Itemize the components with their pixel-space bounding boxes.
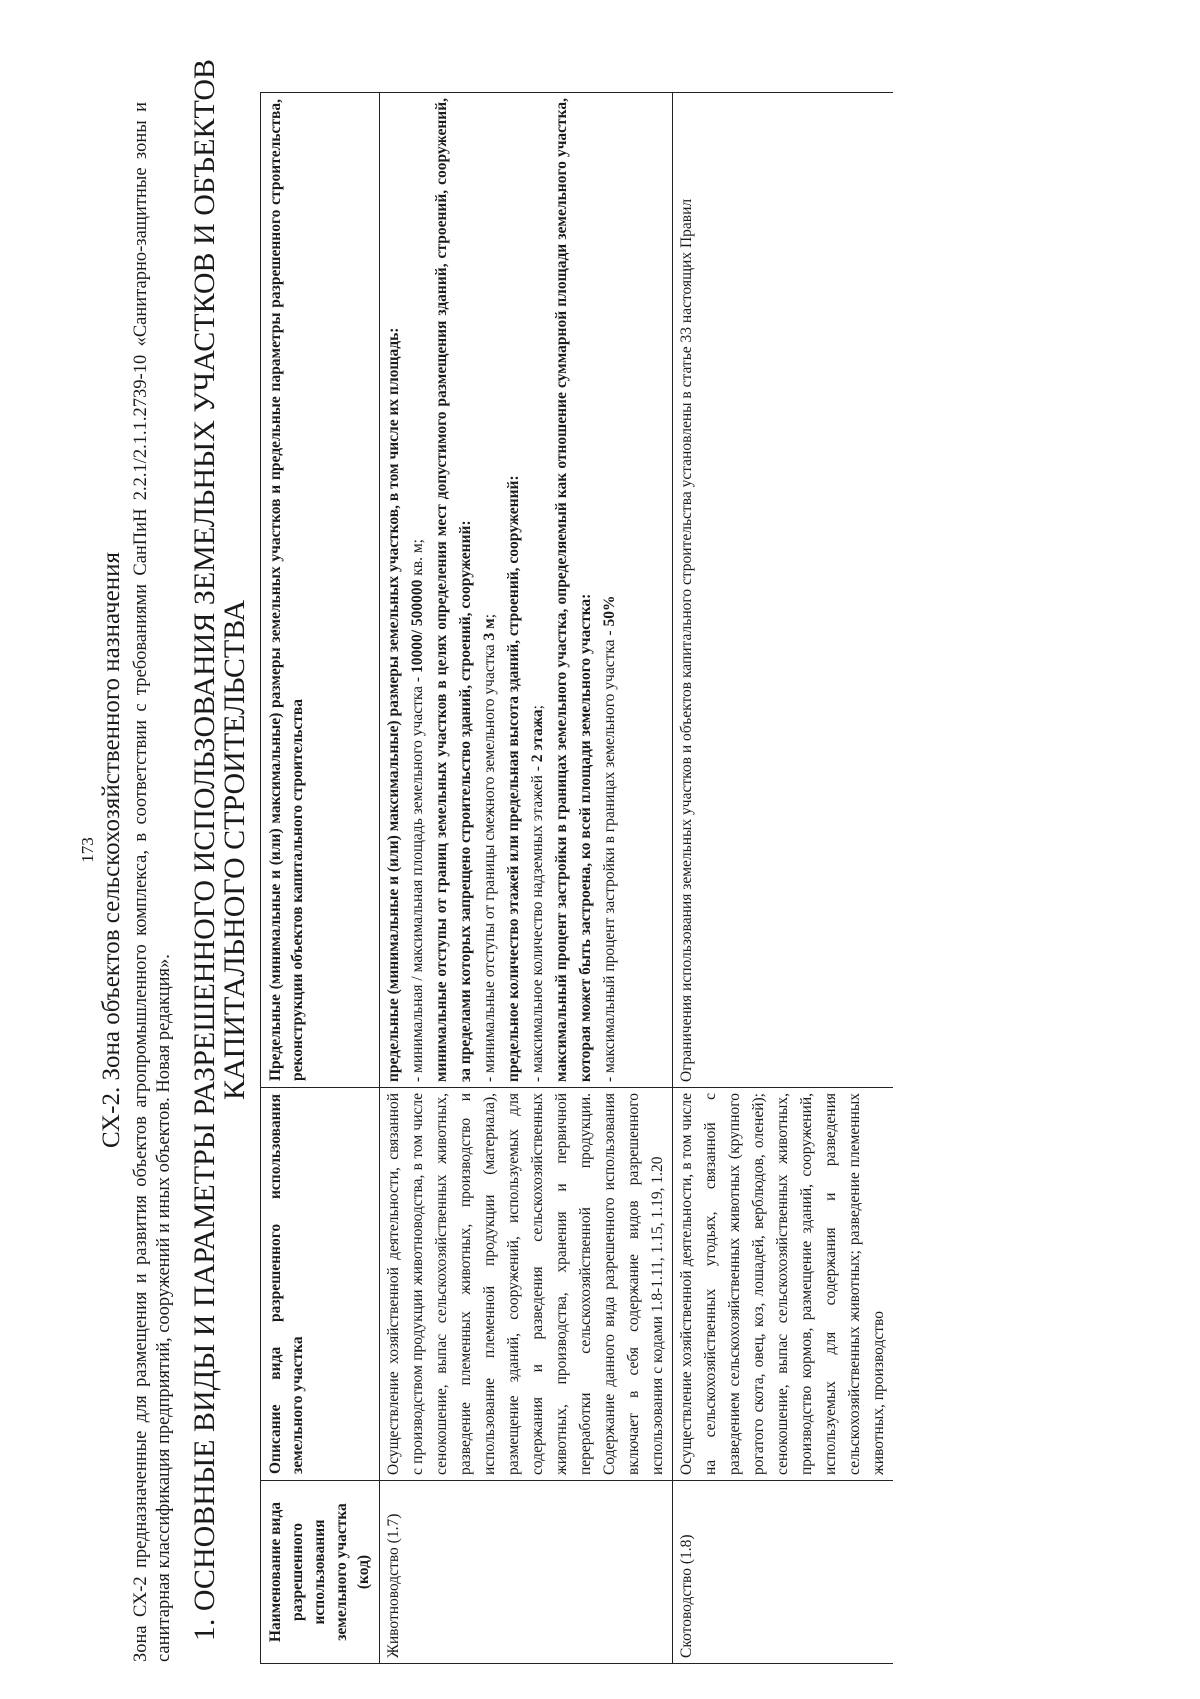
param-area-value: - минимальная / максимальная площадь земельного участка - 10000/ 500000 кв. м; [409,539,426,1082]
param-area-heading: предельные (минимальные и (или) максимальные) размеры земельных участков, в том числе их площадь: [385,327,402,1082]
row-description: Осуществление хозяйственной деятельности, связанной с производством продукции животноводства, в том числе сенокошение, выпас сельскохозяйственных животных, разведение племенных животных, производство и использование племенной продукции (материала), размещение зданий, сооружений, используемых для содержания и разведения сельскохозяйственных животных, производства, хранения и первичной переработки сельскохозяйственной продукции. Содержание данного вида разрешенного использования включает в себя содержание видов разрешенного использования с кодами 1.8-1.11, 1.15, 1.19, 1.20 [380,1088,673,1481]
row-description: Осуществление хозяйственной деятельности, в том числе на сельскохозяйственных угодьях, связанной с разведением сельскохозяйственных животных (крупного рогатого скота, овец, коз, лошадей, верблюдов, оленей); сенокошение, выпас сельскохозяйственных животных, производство кормов, размещение зданий, сооружений, используемых для содержания и разведения сельскохозяйственных животных; разведение племенных животных, производство [673,1088,894,1481]
param-coverage-value: - максимальный процент застройки в границах земельного участка - 50% [601,595,618,1082]
row-name: Животноводство (1.7) [380,1481,673,1664]
rotated-page [60,30,1160,1670]
intro-paragraph: Зона СХ-2 предназначенные для размещения и развития объектов агропромышленного комплекса, в соответствии с требованиями СанПиН 2.2.1/2.1.1.2739-10 «Санитарно-защитные зоны и санитарная классификация предприятий, сооружений и иных объектов. Новая редакция». [131,102,174,1662]
row-params [380,93,673,1088]
param-setback-heading: минимальные отступы от границ земельных участков в целях определения мест допустимого размещения зданий, строений, сооружений, за пределами которых запрещено строительство зданий, строений, сооружений: [433,98,474,1082]
table-row [673,93,894,1664]
param-coverage-heading: максимальный процент застройки в границах земельного участка, определяемый как отношение суммарной площади земельного участка, которая может быть застроена, ко всей площади земельного участка: [553,98,594,1082]
header-params: Предельные (минимальные и (или) максимальные) размеры земельных участков и предельные параметры разрешенного строительства, реконструкции объектов капитального строительства [261,93,380,1088]
header-name: Наименование вида разрешенного использования земельного участка (код) [261,1481,380,1664]
table-header-row [261,93,380,1664]
table-row [380,93,673,1664]
row-name: Скотоводство (1.8) [673,1481,894,1664]
section-title: 1. ОСНОВНЫЕ ВИДЫ И ПАРАМЕТРЫ РАЗРЕШЕННОГО ИСПОЛЬЗОВАНИЯ ЗЕМЕЛЬНЫХ УЧАСТКОВ И ОБЪЕКТОВ КАПИТАЛЬНОГО СТРОИТЕЛЬСТВА [188,58,251,1642]
param-floors-heading: предельное количество этажей или предельная высота зданий, строений, сооружений: [505,475,522,1082]
param-floors-value: - максимальное количество надземных этажей - 2 этажа; [529,705,546,1082]
zone-title: СХ-2. Зона объектов сельскохозяйственного назначения [98,552,125,1148]
param-setback-value: - минимальные отступы от границы смежного земельного участка 3 м; [481,613,498,1082]
header-description: Описание вида разрешенного использования земельного участка [261,1088,380,1481]
page-number: 173 [78,837,97,863]
row-params: Ограничения использования земельных участков и объектов капитального строительства установлены в статье 33 настоящих Правил [673,93,894,1088]
permitted-use-table [260,92,893,1664]
